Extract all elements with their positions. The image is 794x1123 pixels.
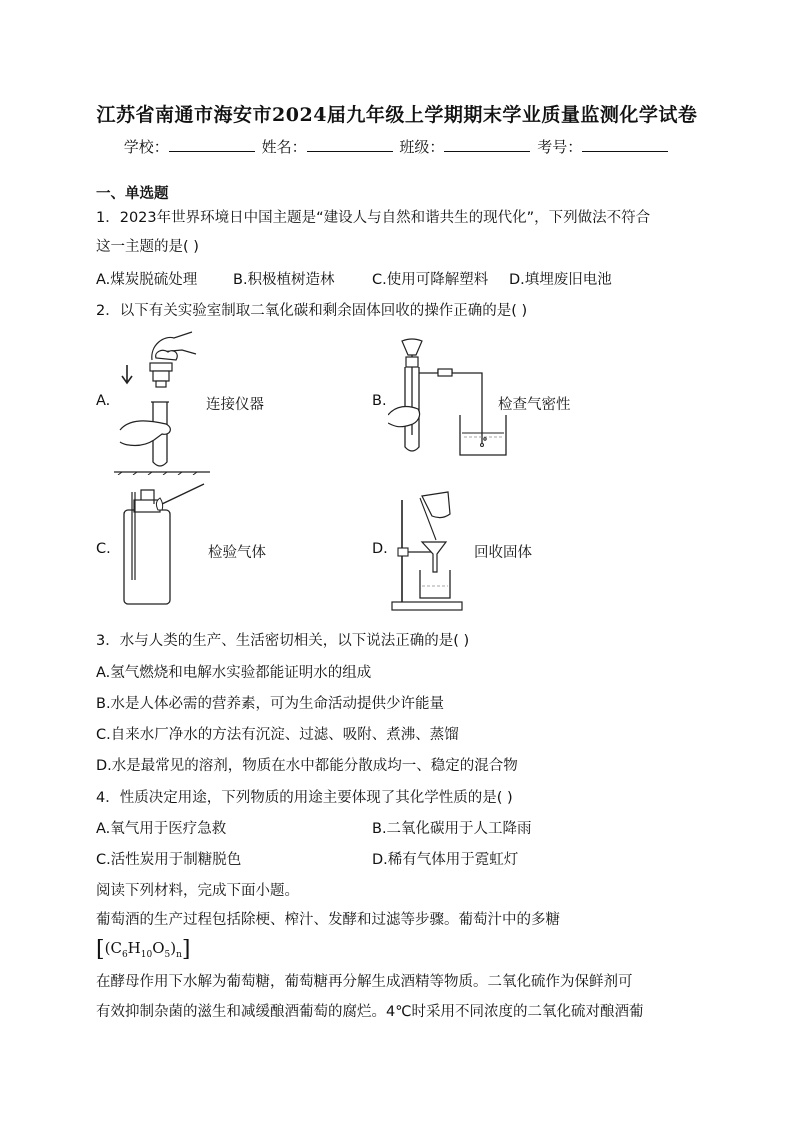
section-heading: 一、单选题	[96, 186, 169, 202]
reading-paragraph-line3: 有效抑制杂菌的滋生和减缓酿酒葡萄的腐烂。4℃时采用不同浓度的二氧化硫对酿酒葡	[96, 1004, 644, 1020]
q3-option-d: D.水是最常见的溶剂，物质在水中都能分散成均一、稳定的混合物	[96, 758, 518, 774]
q1-stem-line2: 这一主题的是( )	[96, 239, 199, 255]
name-blank[interactable]	[307, 137, 393, 152]
reading-paragraph-line2: 在酵母作用下水解为葡萄糖，葡萄糖再分解生成酒精等物质。二氧化硫作为保鲜剂可	[96, 974, 633, 990]
number-label: 考号：	[537, 138, 583, 156]
q1-option-c: C.使用可降解塑料	[372, 272, 489, 288]
q2-option-a-letter: A.	[96, 393, 111, 409]
gas-test-figure	[118, 480, 218, 608]
polysaccharide-formula: $[(C_6H_{10}O_5)_n]$	[96, 937, 191, 962]
q3-option-b: B.水是人体必需的营养素，可为生命活动提供少许能量	[96, 696, 445, 712]
q2-option-b-caption: 检查气密性	[498, 397, 571, 413]
school-label: 学校：	[123, 138, 169, 156]
q2-option-a-caption: 连接仪器	[206, 397, 264, 413]
q4-option-b: B.二氧化碳用于人工降雨	[372, 821, 532, 837]
q3-option-c: C.自来水厂净水的方法有沉淀、过滤、吸附、煮沸、蒸馏	[96, 727, 459, 743]
q2-option-b-letter: B.	[372, 393, 387, 409]
q2-option-c-caption: 检验气体	[208, 545, 266, 561]
connect-apparatus-figure	[112, 330, 212, 475]
q4-option-d: D.稀有气体用于霓虹灯	[372, 852, 519, 868]
reading-paragraph-line1: 葡萄酒的生产过程包括除梗、榨汁、发酵和过滤等步骤。葡萄汁中的多糖	[96, 912, 560, 928]
q4-option-a: A.氧气用于医疗急救	[96, 821, 227, 837]
page-title: 江苏省南通市海安市2024届九年级上学期期末学业质量监测化学试卷	[96, 104, 698, 126]
q1-stem-line1: 1．2023年世界环境日中国主题是“建设人与自然和谐共生的现代化”，下列做法不符合	[96, 210, 651, 226]
q4-stem: 4．性质决定用途，下列物质的用途主要体现了其化学性质的是( )	[96, 790, 513, 806]
q1-option-d: D.填埋废旧电池	[509, 272, 612, 288]
q1-option-a: A.煤炭脱硫处理	[96, 272, 198, 288]
class-label: 班级：	[399, 138, 445, 156]
student-info-row	[0, 136, 794, 157]
number-blank[interactable]	[582, 137, 668, 152]
school-blank[interactable]	[169, 137, 255, 152]
q4-option-c: C.活性炭用于制糖脱色	[96, 852, 242, 868]
class-blank[interactable]	[444, 137, 530, 152]
q3-option-a: A.氢气燃烧和电解水实验都能证明水的组成	[96, 665, 372, 681]
q2-option-d-letter: D.	[372, 541, 388, 557]
airtightness-check-figure	[388, 335, 508, 460]
q2-option-c-letter: C.	[96, 541, 111, 557]
filtration-figure	[390, 490, 480, 614]
q2-stem: 2．以下有关实验室制取二氧化碳和剩余固体回收的操作正确的是( )	[96, 303, 528, 319]
q1-option-b: B.积极植树造林	[233, 272, 335, 288]
reading-intro: 阅读下列材料，完成下面小题。	[96, 883, 299, 899]
q3-stem: 3．水与人类的生产、生活密切相关，以下说法正确的是( )	[96, 633, 470, 649]
name-label: 姓名：	[261, 138, 307, 156]
q2-option-d-caption: 回收固体	[474, 545, 532, 561]
